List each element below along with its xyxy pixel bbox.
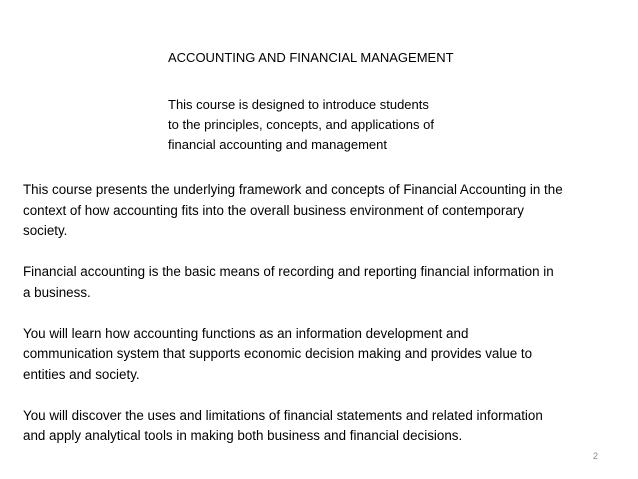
paragraph-line: entities and society. xyxy=(23,366,140,382)
paragraph-line: You will discover the uses and limitations of financial statements and related information xyxy=(23,407,543,423)
intro-line: This course is designed to introduce students xyxy=(168,97,429,112)
paragraph-line: society. xyxy=(23,223,68,238)
course-description xyxy=(23,180,623,467)
intro-line: financial accounting and management xyxy=(168,137,387,152)
paragraph-line: and apply analytical tools in making both business and financial decisions. xyxy=(23,428,463,443)
paragraph-line: context of how accounting fits into the overall business environment of contemporary xyxy=(23,202,524,218)
slide-title: ACCOUNTING AND FINANCIAL MANAGEMENT xyxy=(168,50,454,65)
intro-line: to the principles, concepts, and applications of xyxy=(168,117,434,132)
paragraph-learning xyxy=(23,324,623,386)
paragraph-framework xyxy=(23,180,623,242)
page-number: 2 xyxy=(593,451,599,461)
paragraph-line: This course presents the underlying framework and concepts of Financial Accounting in the xyxy=(23,182,563,197)
paragraph-line: a business. xyxy=(23,284,91,300)
course-intro xyxy=(168,95,478,155)
paragraph-line: You will learn how accounting functions as an information development and xyxy=(23,325,469,341)
paragraph-line: communication system that supports economic decision making and provides value to xyxy=(23,346,533,361)
paragraph-definition xyxy=(23,262,623,303)
paragraph-line: Financial accounting is the basic means of recording and reporting financial information in xyxy=(23,264,554,279)
paragraph-statements xyxy=(23,406,623,447)
